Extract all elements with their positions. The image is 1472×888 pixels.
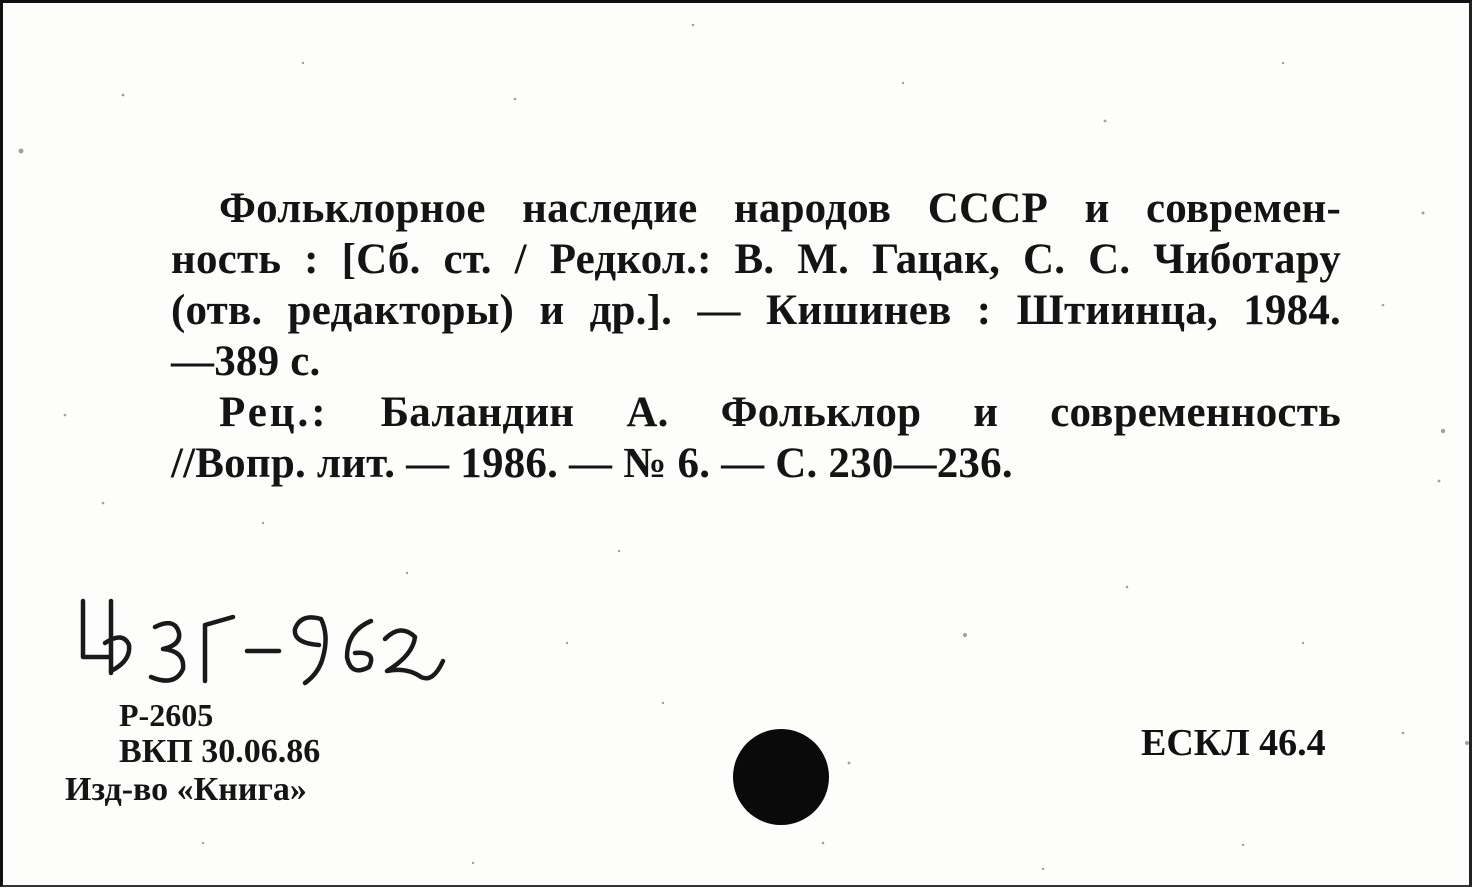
vkp-date: ВКП 30.06.86 [119,733,321,770]
handwritten-shelfmark [71,591,451,701]
word: современ- [1145,185,1341,232]
punch-hole [733,729,829,825]
word: ст. [443,236,492,283]
word: (отв. [171,287,263,334]
word: А. [626,389,669,436]
word: Кишинев [765,287,952,334]
word: и [973,389,999,436]
word: В. [734,236,775,283]
entry-line-2 [171,234,1341,285]
word: СССР [927,185,1048,232]
word: Штиинца, [1016,287,1218,334]
card-number: Р-2605 [119,697,214,733]
word: : [976,287,992,334]
entry-line-4 [171,336,1341,387]
publisher: Изд-во «Книга» [65,771,307,808]
word: : [304,236,319,283]
entry-line-1 [171,183,1341,234]
page-count: —389 с. [171,338,321,385]
word: ность [171,236,282,283]
word: С. [1022,236,1066,283]
entry-line-6 [171,438,1341,489]
entry-line-5 [171,387,1341,438]
word: 1984. [1243,287,1341,334]
entry-line-3 [171,285,1341,336]
review-label: Рец.: [219,389,329,436]
word: [Сб. [341,236,421,283]
word: др.]. [589,287,673,334]
word: — [697,287,741,334]
classification-code: ЕСКЛ 46.4 [1141,722,1326,764]
word: Чиботару [1153,236,1341,283]
word: Фольклор [720,389,922,436]
word: М. [797,236,850,283]
word: Фольклорное [219,185,486,232]
word: наследие [522,185,698,232]
word: народов [733,185,892,232]
word: редакторы) [287,287,514,334]
bibliographic-entry [171,183,1341,489]
review-source: //Вопр. лит. — 1986. — № 6. — С. 230—236. [171,440,1013,487]
word: Гацак, [871,236,1001,283]
word: Редкол.: [549,236,712,283]
word: С. [1088,236,1131,283]
word: Баландин [380,389,575,436]
word: и [539,287,565,334]
word: современность [1050,389,1341,436]
word: / [514,236,527,283]
word: и [1084,185,1110,232]
